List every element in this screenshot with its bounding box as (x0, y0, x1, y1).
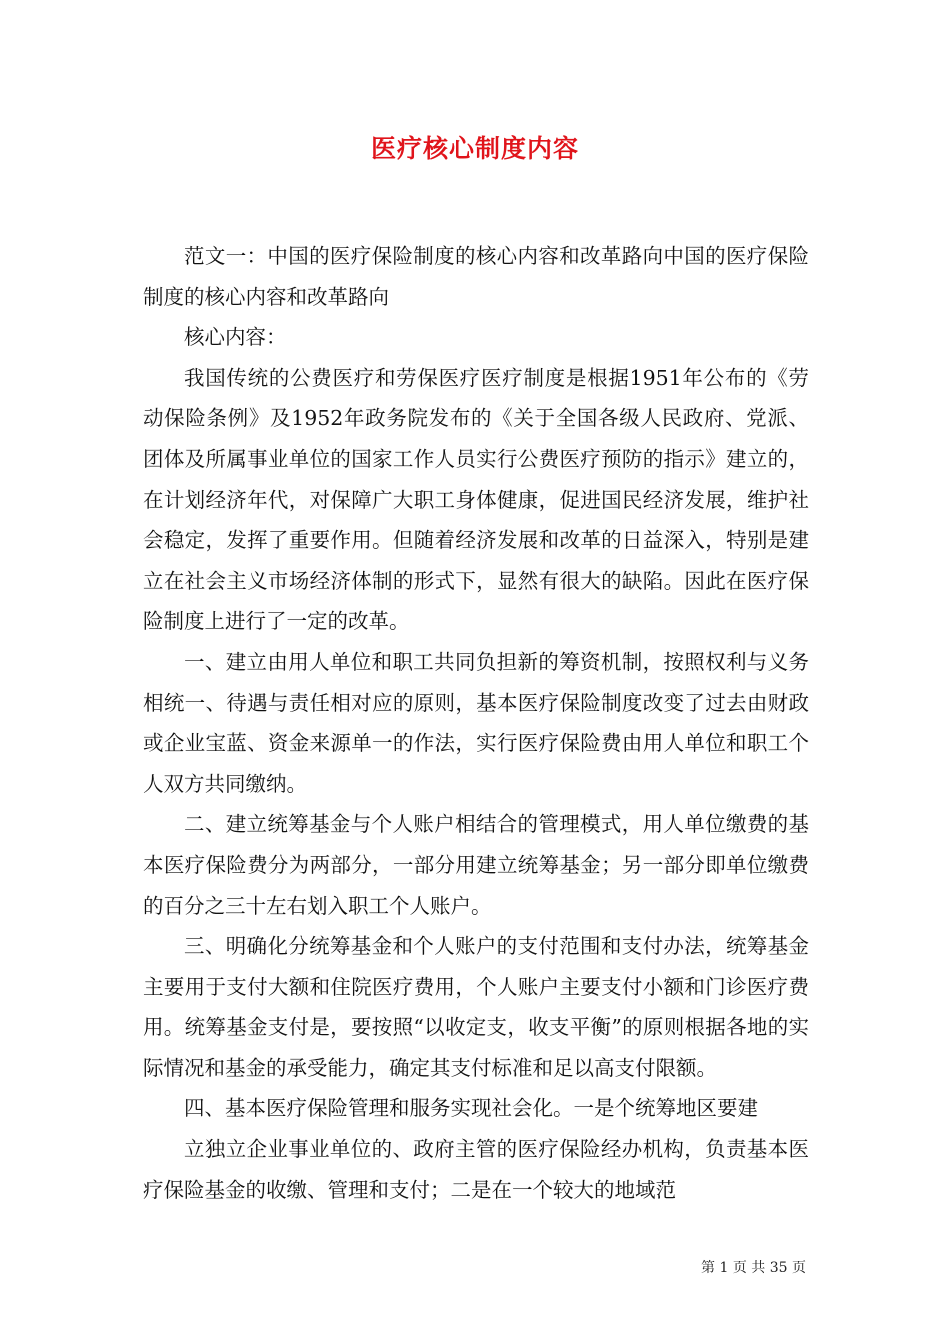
paragraph-background: 我国传统的公费医疗和劳保医疗医疗制度是根据1951年公布的《劳动保险条例》及1952年政务院发布的《关于全国各级人民政府、党派、团体及所属事业单位的国家工作人员实行公费医疗预防的指示》建立的，在计划经济年代，对保障广大职工身体健康，促进国民经济发展，维护社会稳定，发挥了重要作用。但随着经济发展和改革的日益深入，特别是建立在社会主义市场经济体制的形式下，显然有很大的缺陷。因此在医疗保险制度上进行了一定的改革。 (143, 365, 809, 634)
paragraph-intro: 范文一：中国的医疗保险制度的核心内容和改革路向中国的医疗保险制度的核心内容和改革路向 (143, 244, 809, 309)
paragraph-point-3: 三、明确化分统筹基金和个人账户的支付范围和支付办法，统筹基金主要用于支付大额和住院医疗费用，个人账户主要支付小额和门诊医疗费用。统筹基金支付是，要按照“以收定支，收支平衡”的原则根据各地的实际情况和基金的承受能力，确定其支付标准和足以高支付限额。 (143, 934, 809, 1080)
paragraph-core-heading: 核心内容： (184, 325, 287, 350)
paragraph-point-1: 一、建立由用人单位和职工共同负担新的筹资机制，按照权利与义务相统一、待遇与责任相对应的原则，基本医疗保险制度改变了过去由财政或企业宝蓝、资金来源单一的作法，实行医疗保险费由用人单位和职工个人双方共同缴纳。 (143, 649, 809, 796)
paragraph-point-4: 四、基本医疗保险管理和服务实现社会化。一是个统筹地区要建 (184, 1096, 758, 1121)
paragraph-point-2: 二、建立统筹基金与个人账户相结合的管理模式，用人单位缴费的基本医疗保险费分为两部分，一部分用建立统筹基金；另一部分即单位缴费的百分之三十左右划入职工个人账户。 (143, 812, 809, 918)
document-body (143, 236, 809, 1210)
document-title: 医疗核心制度内容 (370, 134, 579, 163)
page-number: 第 1 页 共 35 页 (701, 1260, 806, 1276)
paragraph-point-4-continued: 立独立企业事业单位的、政府主管的医疗保险经办机构，负责基本医疗保险基金的收缴、管理和支付；二是在一个较大的地域范 (143, 1137, 809, 1202)
